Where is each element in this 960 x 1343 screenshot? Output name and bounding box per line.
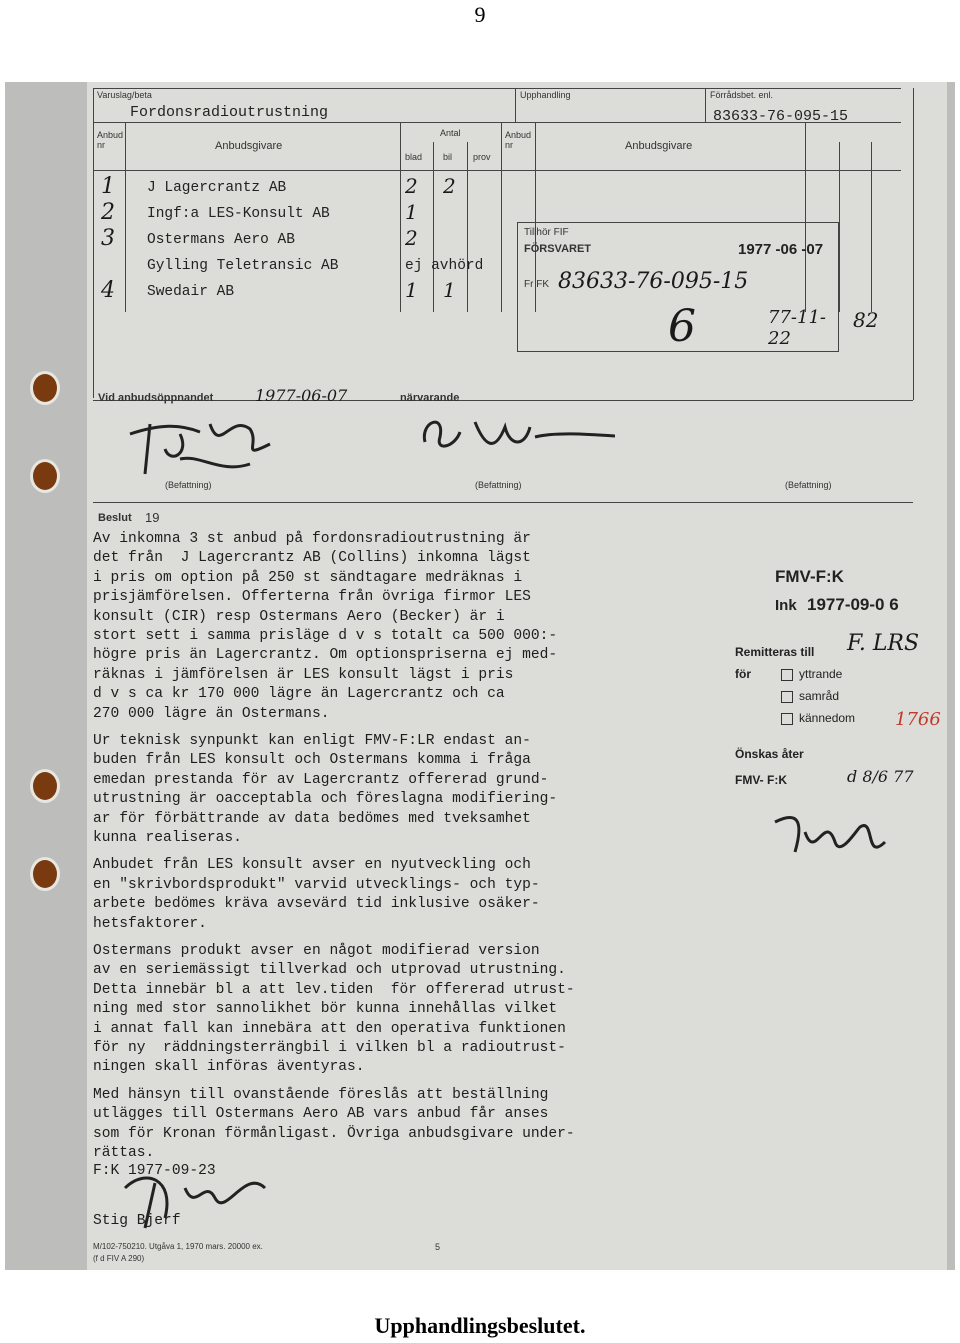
- bidder-bil: 2: [443, 174, 456, 198]
- fmv-opt-kannedom: kännedom: [781, 711, 855, 725]
- bidder-row: [5, 256, 545, 280]
- befattning-label: (Befattning): [165, 480, 212, 490]
- decision-line: i pris om option på 250 st sändtagare medräknas i: [93, 569, 523, 586]
- col-blad: blad: [405, 152, 423, 162]
- punch-hole: [33, 860, 57, 888]
- stamp-line2: FÖRSVARET: [524, 243, 592, 255]
- decision-line: i annat fall kan innebära att den operativa funktionen: [93, 1020, 566, 1037]
- decision-line: arbete bedömes kräva avsevärd tid inklusive osäker-: [93, 896, 540, 913]
- decision-line: av en seriemässigt tillverkad och utprovad utrustning.: [93, 962, 566, 979]
- bidder-bil: 1: [443, 278, 456, 302]
- befattning-label: (Befattning): [785, 480, 832, 490]
- beslut-year: 19: [145, 510, 160, 525]
- decision-line: Av inkomna 3 st anbud på fordonsradioutrustning är: [93, 531, 531, 547]
- bidder-name: Gylling Teletransic AB: [147, 258, 339, 274]
- bidder-row: [5, 174, 545, 202]
- decision-line: räknas i jämförelsen är LES konsult lägst i pris: [93, 666, 514, 683]
- bidder-blad: 1: [405, 200, 418, 224]
- punch-hole: [33, 462, 57, 490]
- fmv-remitteras: Remitteras till: [735, 645, 815, 659]
- bidder-number: 1: [101, 174, 115, 199]
- bidder-name: Swedair AB: [147, 284, 235, 300]
- beslut-label: Beslut: [98, 512, 132, 524]
- figure-caption: Upphandlingsbeslutet.: [374, 1313, 586, 1338]
- arende-number: 83633-76-095-15: [713, 108, 849, 125]
- signoff-line: F:K 1977-09-23: [93, 1163, 216, 1179]
- decision-line: utlägges till Ostermans Aero AB vars anbud får anses: [93, 1106, 549, 1123]
- signature-2: [415, 412, 615, 462]
- signature-1: [120, 404, 300, 484]
- footer-form-id-2: (f d FIV A 290): [93, 1254, 145, 1263]
- fmv-onskas-ater: Önskas åter: [735, 747, 804, 761]
- opening-date: 1977-06-07: [255, 386, 348, 405]
- decision-line: högre pris än Lagercrantz. Om optionspriserna ej med-: [93, 647, 558, 664]
- fmv-stamp: [731, 567, 951, 817]
- col-prov: prov: [473, 152, 491, 162]
- fmv-opt-samrad: samråd: [781, 689, 839, 703]
- col-anbud-nr: Anbud nr: [97, 130, 124, 150]
- fmv-for: för: [735, 667, 751, 681]
- decision-line: emedan prestanda för av Lagercrantz offererad grund-: [93, 771, 549, 788]
- decision-line: som för Kronan förmånligast. Övriga anbudsgivare under-: [93, 1125, 575, 1142]
- punch-hole: [33, 772, 57, 800]
- col-anbudsgivare-2: Anbudsgivare: [625, 140, 693, 152]
- decision-line: stort sett i samma prisläge d v s totalt ca 500 000:-: [93, 628, 558, 644]
- punch-hole: [33, 374, 57, 402]
- bidder-number: 2: [101, 200, 115, 225]
- stamp-sign: 82: [853, 308, 879, 332]
- forradsbet-label: Förrådsbet. enl.: [710, 90, 774, 100]
- decision-line: prisjämförelsen. Offerterna från övriga firmor LES: [93, 589, 531, 606]
- col-antal: Antal: [440, 128, 461, 138]
- stamp-ref-label: Fr FK: [524, 279, 549, 290]
- fmv-opt-yttrande: yttrande: [781, 667, 842, 681]
- bidder-number: 3: [101, 226, 115, 251]
- col-anbud-nr-2: Anbud nr: [505, 130, 532, 150]
- decision-line: Detta innebär bl a att lev.tiden för offererad utrust-: [93, 981, 575, 998]
- signature-4: [105, 1158, 275, 1238]
- bidder-row: [5, 278, 545, 306]
- fmv-org: FMV-F:K: [775, 567, 844, 586]
- receipt-stamp: [517, 222, 839, 352]
- decision-line: rättas.: [93, 1145, 155, 1161]
- stamp-number: 6: [668, 301, 696, 352]
- stamp-line1: Tillhör FIF: [524, 227, 569, 238]
- stamp-date2: 77-11-22: [768, 307, 826, 349]
- befattning-label: (Befattning): [475, 480, 522, 490]
- footer-number: 5: [435, 1242, 441, 1252]
- fmv-line: FMV- F:K: [735, 773, 787, 787]
- fmv-red-number: 1766: [895, 709, 941, 730]
- fmv-ink: Ink: [775, 597, 797, 614]
- decision-line: Anbudet från LES konsult avser en nyutveckling och: [93, 857, 531, 874]
- bidder-name: J Lagercrantz AB: [147, 180, 287, 196]
- fmv-ink-date: 1977-09-0 6: [807, 595, 899, 614]
- decision-line: hetsfaktorer.: [93, 915, 207, 932]
- page-number: 9: [474, 2, 486, 27]
- checkbox-icon: [781, 691, 793, 703]
- decision-line: ningen skall införas äventyras.: [93, 1059, 365, 1076]
- footer-form-id: M/102-750210. Utgåva 1, 1970 mars. 20000 ex.: [93, 1242, 263, 1251]
- stamp-date: 1977 -06 -07: [738, 241, 824, 258]
- bidder-blad: 1: [405, 278, 418, 302]
- varuslag-label: Varuslag/beta: [97, 90, 152, 100]
- decision-line: Med hänsyn till ovanstående föreslås att beställning: [93, 1086, 549, 1103]
- decision-line: utrustning är oacceptabla och föreslagna modifiering-: [93, 791, 558, 808]
- fmv-remitteras-value: F. LRS: [847, 631, 920, 656]
- decision-line: d v s ca kr 170 000 lägre än Lagercrantz och ca: [93, 686, 505, 703]
- bidder-name: Ingf:a LES-Konsult AB: [147, 206, 330, 222]
- bidder-row: [5, 226, 545, 254]
- decision-line: ning med stor sannolikhet bör kunna innehållas vilket: [93, 1001, 558, 1018]
- bidder-name: Ostermans Aero AB: [147, 232, 295, 248]
- stamp-ref: 83633-76-095-15: [558, 269, 749, 294]
- signoff-name: Stig Bjerf: [93, 1213, 181, 1229]
- decision-line: konsult (CIR) resp Ostermans Aero (Becker) är i: [93, 608, 505, 625]
- col-anbudsgivare: Anbudsgivare: [215, 140, 283, 152]
- decision-line: det från J Lagercrantz AB (Collins) inkomna lägst: [93, 550, 531, 567]
- decision-line: för ny räddningsterrängbil i vilken bl a radioutrust-: [93, 1040, 566, 1056]
- col-bil: bil: [443, 152, 453, 162]
- bidder-blad: ej avhörd: [405, 258, 484, 274]
- decision-line: ar för förbättrande av data bedömes med tveksamhet: [93, 810, 531, 827]
- upphandling-label: Upphandling: [520, 90, 571, 100]
- form-title: Fordonsradioutrustning: [130, 104, 329, 121]
- decision-line: Ostermans produkt avser en något modifierad version: [93, 943, 540, 959]
- scanned-document-photo: [5, 82, 955, 1270]
- opening-label: Vid anbudsöppnandet: [98, 392, 214, 404]
- decision-line: Ur teknisk synpunkt kan enligt FMV-F:LR endast an-: [93, 733, 531, 749]
- signature-3: [765, 802, 895, 872]
- fmv-date: d 8/6 77: [847, 767, 914, 786]
- decision-line: buden från LES konsult och Ostermans komma i fråga: [93, 752, 531, 769]
- bidder-blad: 2: [405, 174, 418, 198]
- checkbox-icon: [781, 669, 793, 681]
- checkbox-icon: [781, 713, 793, 725]
- narvarande-label: närvarande: [400, 392, 460, 404]
- bidder-row: [5, 200, 545, 228]
- decision-line: 270 000 lägre än Ostermans.: [93, 705, 330, 722]
- decision-line: kunna realiseras.: [93, 830, 242, 846]
- bidder-blad: 2: [405, 226, 418, 250]
- decision-line: en "skrivbordsprodukt" varvid utvecklings- och typ-: [93, 876, 540, 893]
- bidder-number: 4: [101, 278, 115, 303]
